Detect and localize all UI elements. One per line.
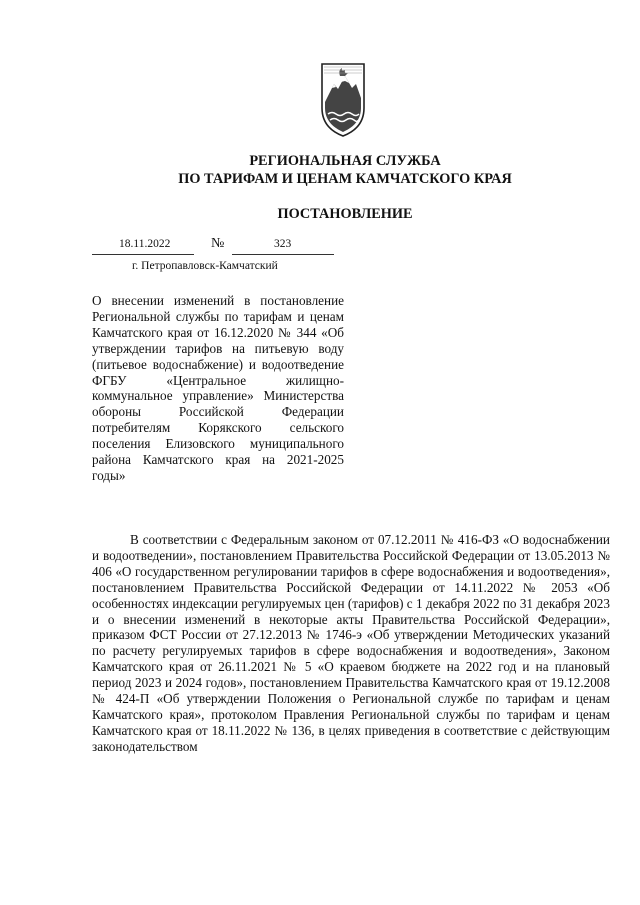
document-type: ПОСТАНОВЛЕНИЕ xyxy=(277,206,413,222)
document-number: 323 xyxy=(274,238,292,250)
document-body: В соответствии с Федеральным законом от 07.12.2011 № 416-ФЗ «О водоснабжении и водоотведении», постановлением Правительства Российской Федерации от 13.05.2013 № 406 «О государственном регулировании тарифов в сфере водоснабжения и водоотведения», постановлением Правительства Российской Федерации от 14.11.2022 № 2053 «Об особенностях индексации регулируемых цен (тарифов) с 1 декабря 2022 по 31 декабря 2023 и о внесении изменений в некоторые акты Правительства Российской Федерации», приказом ФСТ России от 27.12.2013 № 1746-э «Об утверждении Методических указаний по расчету регулируемых тарифов в сфере водоснабжения и водоотведения», Законом Камчатского края от 26.11.2021 № 5 «О краевом бюджете на 2022 год и на плановый период 2023 и 2024 годов», постановлением Правительства Камчатского края от 19.12.2008 № 424-П «Об утверждении Положения о Региональной службе по тарифам и ценам Камчатского края», протоколом Правления Региональной службы по тарифам и ценам Камчатского края от 18.11.2022 № 136, в целях приведения в соответствие с действующим законодательством xyxy=(92,532,610,754)
document-subject xyxy=(92,293,344,484)
document-date: 18.11.2022 xyxy=(119,238,171,250)
document-city: г. Петропавловск-Камчатский xyxy=(132,260,278,272)
agency-name-line2: ПО ТАРИФАМ И ЦЕНАМ КАМЧАТСКОГО КРАЯ xyxy=(178,171,512,187)
date-underline xyxy=(92,254,194,255)
kamchatka-coat-of-arms-icon xyxy=(318,58,368,138)
subject-text: О внесении изменений в постановление Региональной службы по тарифам и ценам Камчатского края от 16.12.2020 № 344 «Об утверждении тарифов на питьевую воду (питьевое водоснабжение) и водоотведение ФГБУ «Центральное жилищно-коммунальное управление» Министерства обороны Российской Федерации потребителям Корякского сельского поселения Елизовского муниципального района Камчатского края на 2021-2025 годы» xyxy=(92,293,344,483)
agency-name-line1: РЕГИОНАЛЬНАЯ СЛУЖБА xyxy=(249,153,441,169)
number-sign: № xyxy=(211,236,225,251)
number-underline xyxy=(232,254,334,255)
